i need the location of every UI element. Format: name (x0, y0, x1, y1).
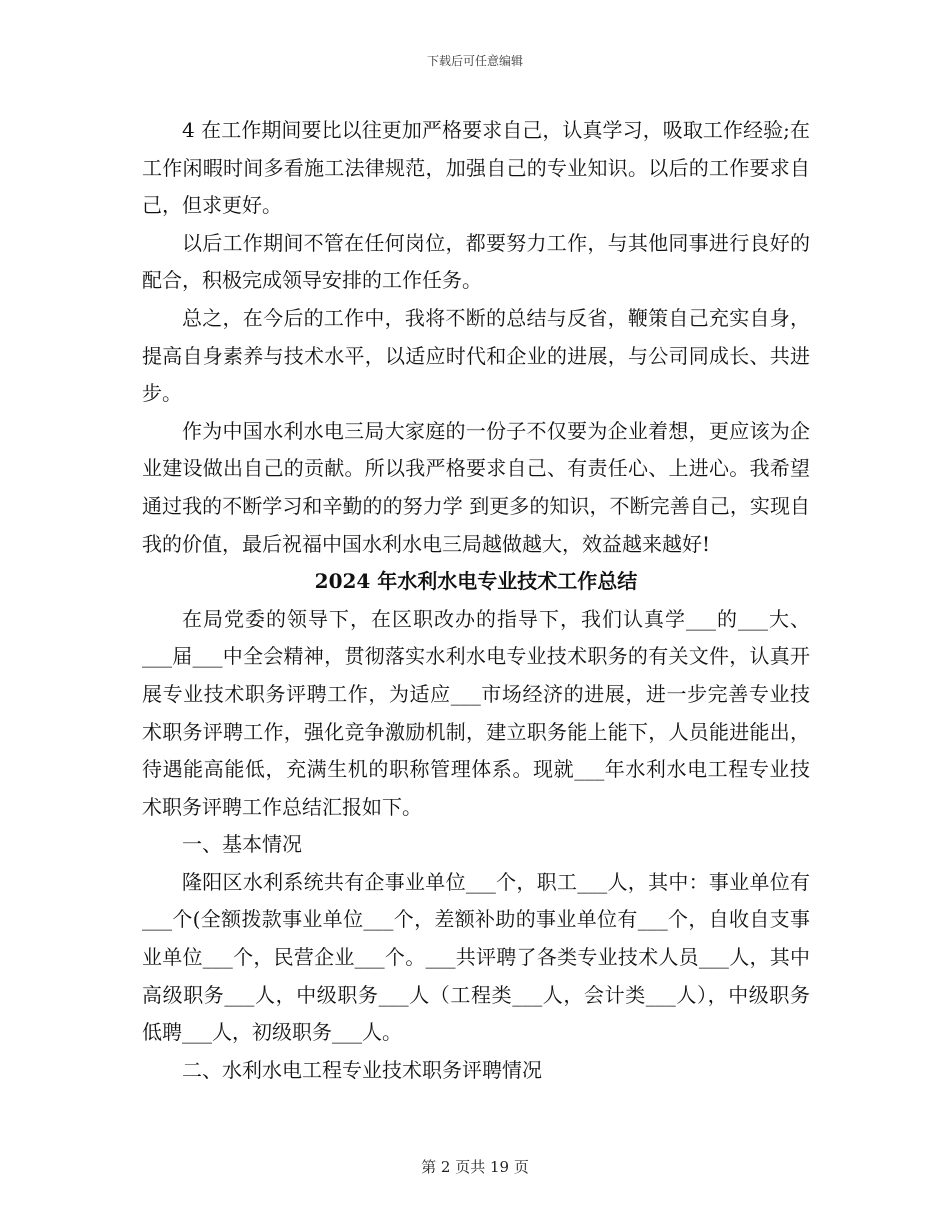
page-header: 下载后可任意编辑 (426, 54, 523, 68)
paragraph: 隆阳区水利系统共有企事业单位___个，职工___人，其中：事业单位有___个(全额拨款事业单位___个，差额补助的事业单位有___个，自收自支事业单位___个，民营企业___个。___共评聘了各类专业技术人员___人，其中高级职务___人，中级职务___人（工程类___人，会计类___人），中级职务低聘___人，初级职务___人。 (142, 869, 810, 1045)
paragraph: 在局党委的领导下，在区职改办的指导下，我们认真学___的___大、___届___中全会精神，贯彻落实水利水电专业技术职务的有关文件，认真开展专业技术职务评聘工作，为适应___市场经济的进展，进一步完善专业技术职务评聘工作，强化竞争激励机制，建立职务能上能下，人员能进能出，待遇能高能低，充满生机的职称管理体系。现就___年水利水电工程专业技术职务评聘工作总结汇报如下。 (142, 606, 810, 819)
paragraph: 4 在工作期间要比以往更加严格要求自己，认真学习，吸取工作经验;在工作闲暇时间多看施工法律规范，加强自己的专业知识。以后的工作要求自己，但求更好。 (142, 118, 810, 218)
paragraph: 总之，在今后的工作中，我将不断的总结与反省，鞭策自己充实自身，提高自身素养与技术水平，以适应时代和企业的进展，与公司同成长、共进步。 (142, 305, 810, 406)
section-title: 2024 年水利水电专业技术工作总结 (314, 569, 638, 594)
document-body (142, 112, 810, 1089)
section-heading: 一、基本情况 (182, 832, 302, 857)
paragraph: 作为中国水利水电三局大家庭的一份子不仅要为企业着想，更应该为企业建设做出自己的贡献。所以我严格要求自己、有责任心、上进心。我希望通过我的不断学习和辛勤的的努力学 到更多的知识，不断完善自己，实现自我的价值，最后祝福中国水利水电三局越做越大，效益越来越好! (142, 418, 810, 556)
section-heading: 二、水利水电工程专业技术职务评聘情况 (182, 1057, 542, 1082)
paragraph: 以后工作期间不管在任何岗位，都要努力工作，与其他同事进行良好的配合，积极完成领导安排的工作任务。 (142, 230, 810, 293)
page-footer: 第 2 页共 19 页 (421, 1158, 529, 1176)
